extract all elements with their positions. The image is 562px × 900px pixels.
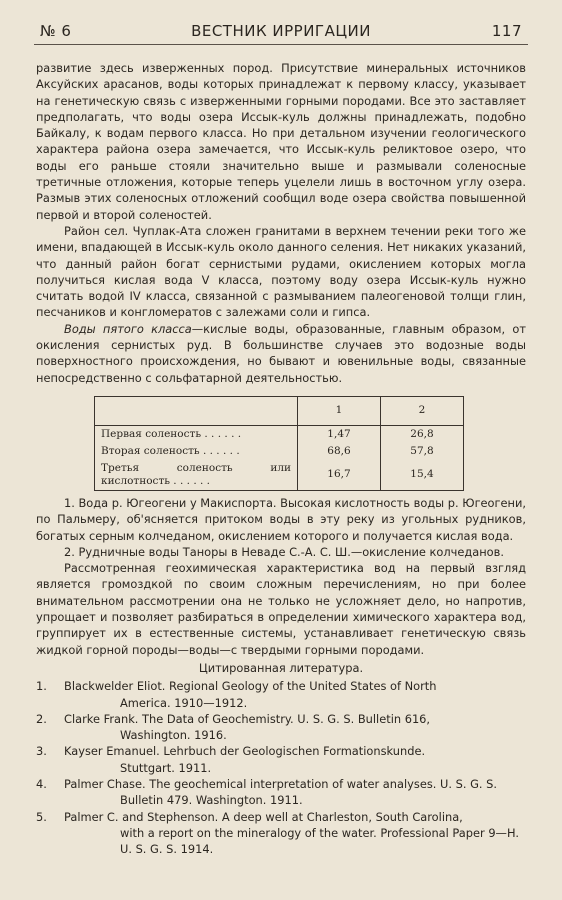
reference-item: [36, 743, 526, 776]
table-cell: 57,8: [381, 443, 464, 460]
table-cell: 26,8: [381, 425, 464, 443]
table-row: [95, 425, 464, 443]
reference-number: 1.: [36, 679, 47, 694]
reference-item: [36, 711, 526, 744]
table-row: [95, 460, 464, 491]
journal-title: ВЕСТНИК ИРРИГАЦИИ: [191, 22, 371, 40]
reference-item: [36, 776, 526, 809]
reference-text-cont: America. 1910—1912.: [120, 695, 248, 710]
section-heading-italic: Воды пятого класса: [64, 321, 192, 336]
table-cell: 1,47: [298, 425, 381, 443]
paragraph-4: Рассмотренная геохимическая характеристика вод на первый взгляд является громоздкой по своим сложным перечислениям, но при более внимательном рассмотрении она не только не усложняет дело, но напротив, упрощает и позволяет разбираться в определении химического характера вод, группирует их в естественные системы, устанавливает генетическую связь жидкой горной породы—воды—с твердыми горными породами.: [36, 561, 526, 657]
reference-text: Blackwelder Eliot. Regional Geology of the United States of North: [64, 679, 437, 694]
issue-number: № 6: [40, 22, 72, 40]
references-title: Цитированная литература.: [198, 660, 364, 675]
reference-number: 5.: [36, 809, 47, 824]
table-cell: Третья соленость или кислотность . . . . . .: [95, 460, 298, 491]
reference-number: 2.: [36, 711, 47, 726]
page-body: [36, 60, 526, 857]
reference-text: Palmer Chase. The geochemical interpretation of water analyses. U. S. G. S.: [64, 776, 497, 791]
reference-text: Kayser Emanuel. Lehrbuch der Geologischen Formationskunde.: [64, 744, 426, 759]
table-header-row: [95, 396, 464, 425]
list-item-1: 1. Вода р. Югеогени у Макиспорта. Высокая кислотность воды р. Югеогени, по Пальмеру, об'ясняется притоком воды в эту реку из угольных рудников, богатых серным колчеданом, окислением которого и получается кислая вода.: [36, 495, 526, 543]
list-item-2: 2. Рудничные воды Таноры в Неваде С.-А. С. Ш.—окисление колчеданов.: [64, 544, 504, 559]
table-header-cell: [95, 396, 298, 425]
reference-number: 3.: [36, 744, 47, 759]
header-rule: [34, 44, 528, 45]
table-cell: 16,7: [298, 460, 381, 491]
table-cell: Вторая соленость . . . . . .: [95, 443, 298, 460]
table-row: [95, 443, 464, 460]
reference-text-cont: Washington. 1916.: [120, 728, 227, 743]
paragraph-1: развитие здесь изверженных пород. Присутствие минеральных источников Аксуйских арасанов, воды которых принадлежат к первому классу, указывает на генетическую связь с изверженными горными породами. Все это заставляет предполагать, что воды озера Иссык-куль должны принадлежать, подобно Байкалу, к водам первого класса. Но при детальном изучении геологического характера района озера замечается, что Иссык-куль реликтовое озеро, что воды его раньше стояли значительно выше и размывали соленосные третичные отложения, которые теперь уцелели лишь в восточном углу озера. Размыв этих соленосных отложений сообщил воде озера свойства повышенной первой и второй соленостей.: [36, 61, 526, 222]
reference-item: [36, 809, 526, 858]
reference-text: Palmer C. and Stephenson. A deep well at Charleston, South Carolina,: [64, 809, 463, 824]
reference-text-cont: Stuttgart. 1911.: [120, 760, 212, 775]
table-cell: 15,4: [381, 460, 464, 491]
paragraph-3-text: —кислые воды, образованные, главным образом, от окисления сернистых руд. В большинстве случаев это водозные воды поверхностного происхождения, но бывают и ювенильные воды, связанные непосредственно с сольфатарной деятельностью.: [36, 321, 526, 385]
table-cell: 68,6: [298, 443, 381, 460]
paragraph-3: [36, 321, 526, 386]
paragraph-2: Район сел. Чуплак-Ата сложен гранитами в верхнем течении реки того же имени, впадающей в Иссык-куль около данного селения. Нет никаких указаний, что данный район богат сернистыми рудами, окислением которых могла получиться кислая вода V класса, поэтому воду озера Иссык-куль нужно считать водой IV класса, связанной с размыванием палеогеновой толщи глин, песчаников и конгломератов с залежами соли и гипса.: [36, 223, 526, 320]
page-number: 117: [491, 22, 522, 40]
table-header-cell: 2: [381, 396, 464, 425]
reference-text-cont: with a report on the mineralogy of the water. Professional Paper 9—H. U. S. G. S. 1914.: [120, 825, 519, 857]
table-cell: Первая соленость . . . . . .: [95, 425, 298, 443]
salinity-table: [94, 396, 464, 491]
reference-text: Clarke Frank. The Data of Geochemistry. U. S. G. S. Bulletin 616,: [64, 711, 431, 726]
reference-text-cont: Bulletin 479. Washington. 1911.: [120, 793, 303, 808]
reference-number: 4.: [36, 776, 47, 791]
table-header-cell: 1: [298, 396, 381, 425]
reference-item: [36, 678, 526, 711]
references-list: [36, 678, 526, 857]
page-header: [40, 22, 522, 44]
